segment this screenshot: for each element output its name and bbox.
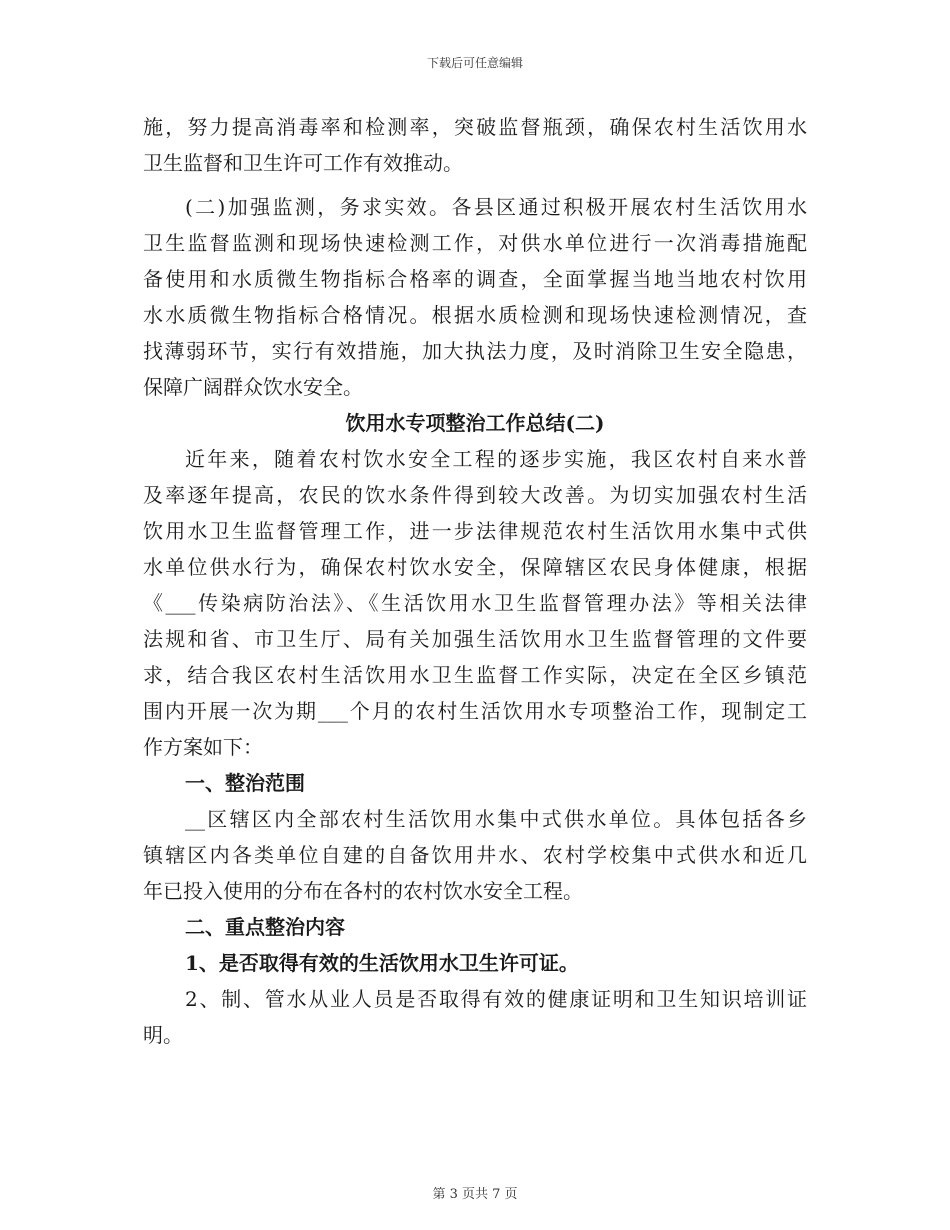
paragraph-line: 围内开展一次为期___个月的农村生活饮用水专项整治工作，现制定工 — [143, 699, 807, 723]
paragraph-line: (二)加强监测，务求实效。各县区通过积极开展农村生活饮用水 — [185, 195, 807, 219]
page-footer: 第 3 页共 7 页 — [432, 1187, 518, 1202]
paragraph-line: 保障广阔群众饮水安全。 — [143, 375, 363, 399]
list-item-1: 1、是否取得有效的生活饮用水卫生许可证。 — [185, 951, 579, 975]
paragraph-line: 水单位供水行为，确保农村饮水安全，保障辖区农民身体健康，根据 — [143, 555, 807, 579]
heading-scope: 一、整治范围 — [185, 771, 305, 795]
paragraph-line: 饮用水卫生监督管理工作，进一步法律规范农村生活饮用水集中式供 — [143, 519, 807, 543]
paragraph-line: 备使用和水质微生物指标合格率的调查，全面掌握当地当地农村饮用 — [143, 267, 807, 291]
paragraph-line: 及率逐年提高，农民的饮水条件得到较大改善。为切实加强农村生活 — [143, 483, 807, 507]
page-header: 下载后可任意编辑 — [426, 56, 523, 70]
section-title: 饮用水专项整治工作总结(二) — [345, 411, 605, 435]
paragraph-line: 法规和省、市卫生厅、局有关加强生活饮用水卫生监督管理的文件要 — [143, 627, 807, 651]
paragraph-line: 年已投入使用的分布在各村的农村饮水安全工程。 — [143, 879, 583, 903]
paragraph-line: 明。 — [143, 1023, 183, 1047]
paragraph-line: 卫生监督和卫生许可工作有效推动。 — [143, 151, 463, 175]
paragraph-line: 作方案如下： — [143, 735, 263, 759]
list-item-2: 2、制、管水从业人员是否取得有效的健康证明和卫生知识培训证 — [185, 987, 807, 1011]
paragraph-line: 近年来，随着农村饮水安全工程的逐步实施，我区农村自来水普 — [185, 447, 807, 471]
paragraph-line: 《___传染病防治法》、《生活饮用水卫生监督管理办法》等相关法律 — [143, 591, 807, 615]
paragraph-line: 水水质微生物指标合格情况。根据水质检测和现场快速检测情况，查 — [143, 303, 807, 327]
paragraph-line: 镇辖区内各类单位自建的自备饮用井水、农村学校集中式供水和近几 — [143, 843, 807, 867]
paragraph-line: 找薄弱环节，实行有效措施，加大执法力度，及时消除卫生安全隐患， — [143, 339, 807, 363]
heading-key-content: 二、重点整治内容 — [185, 915, 345, 939]
document-body — [143, 109, 807, 1053]
paragraph-line: 卫生监督监测和现场快速检测工作，对供水单位进行一次消毒措施配 — [143, 231, 807, 255]
paragraph-line: __区辖区内全部农村生活饮用水集中式供水单位。具体包括各乡 — [185, 807, 807, 831]
paragraph-line: 施，努力提高消毒率和检测率，突破监督瓶颈，确保农村生活饮用水 — [143, 115, 807, 139]
paragraph-line: 求，结合我区农村生活饮用水卫生监督工作实际，决定在全区乡镇范 — [143, 663, 807, 687]
